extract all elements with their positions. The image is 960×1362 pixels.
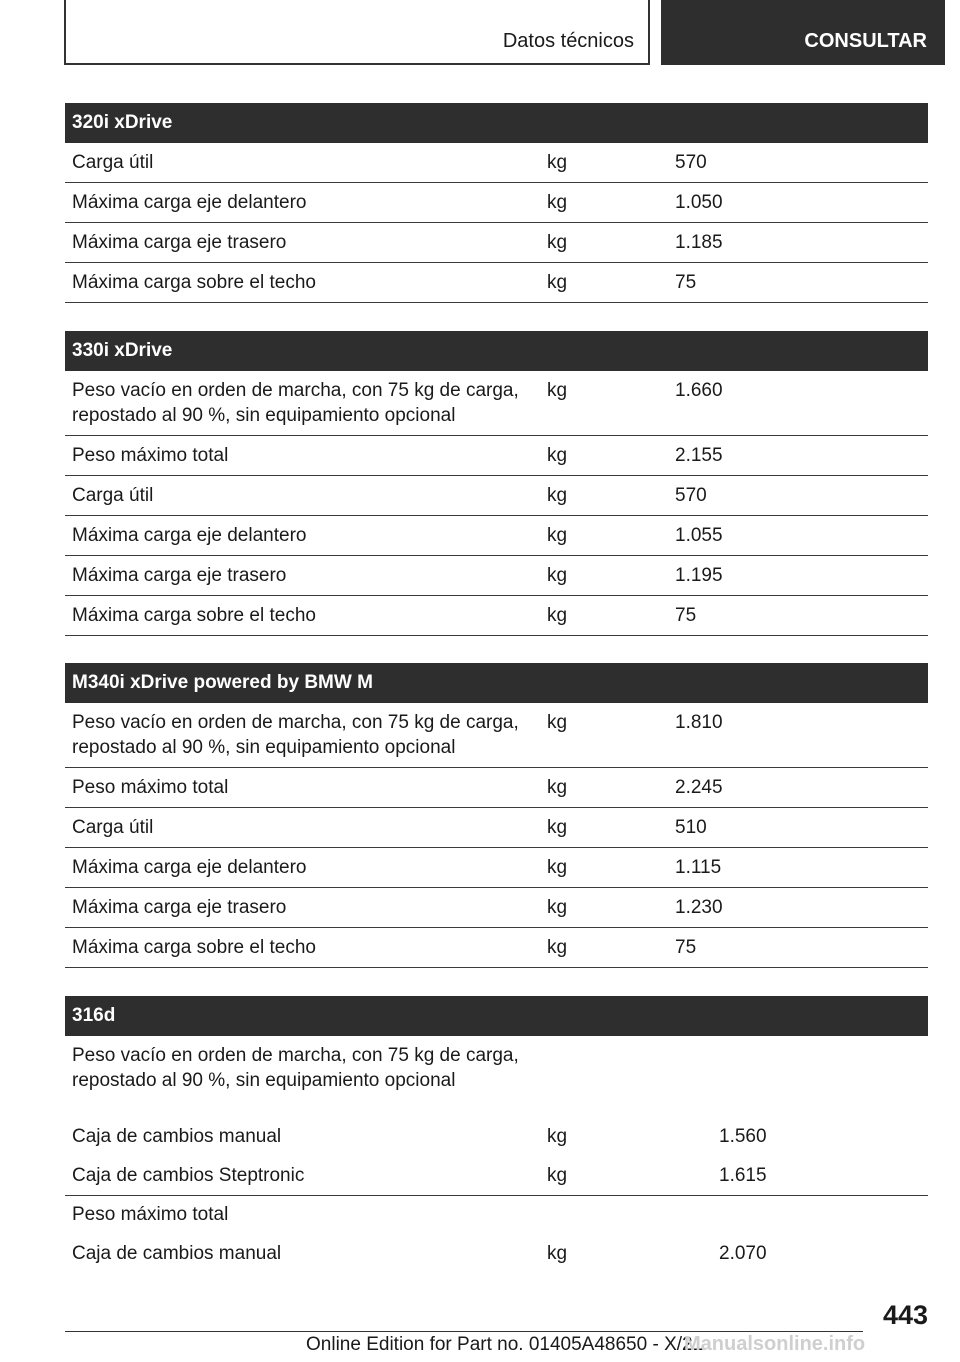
row-unit: kg	[547, 777, 568, 798]
row-value: 1.810	[675, 712, 723, 733]
row-unit: kg	[547, 857, 568, 878]
row-value: 2.070	[719, 1243, 767, 1264]
table-title: M340i xDrive powered by BMW M	[65, 663, 928, 703]
footer-divider	[65, 1331, 863, 1332]
row-label: Caja de cambios manual	[72, 1243, 282, 1264]
row-label-line: Peso vacío en orden de marcha, con 75 kg de carga,	[72, 1045, 519, 1066]
row-label: Máxima carga eje delantero	[72, 857, 307, 878]
row-unit: kg	[547, 272, 568, 293]
row-label: Máxima carga eje trasero	[72, 232, 287, 253]
row-label: Máxima carga sobre el techo	[72, 605, 316, 626]
row-unit: kg	[547, 192, 568, 213]
consultar-tab-label: CONSULTAR	[804, 30, 927, 52]
row-value: 1.050	[675, 192, 723, 213]
table-row	[65, 263, 928, 303]
row-value: 1.660	[675, 380, 723, 401]
row-label: Peso máximo total	[72, 445, 229, 466]
row-value: 1.230	[675, 897, 723, 918]
consultar-tab[interactable]	[661, 0, 945, 65]
row-label: Máxima carga sobre el techo	[72, 272, 316, 293]
row-value: 75	[675, 937, 697, 958]
table-row	[65, 888, 928, 928]
row-value: 75	[675, 605, 697, 626]
table-316d	[65, 996, 928, 1274]
row-label-line: repostado al 90 %, sin equipamiento opcional	[72, 1070, 456, 1091]
row-unit: kg	[547, 897, 568, 918]
row-unit: kg	[547, 232, 568, 253]
table-m340i-xdrive	[65, 663, 928, 968]
row-label: Peso máximo total	[72, 777, 229, 798]
row-unit: kg	[547, 525, 568, 546]
footer-edition: Online Edition for Part no. 01405A48650 - X/21	[306, 1334, 704, 1355]
table-row	[65, 703, 928, 768]
row-value: 1.560	[719, 1126, 767, 1147]
row-label: Carga útil	[72, 485, 154, 506]
table-row	[65, 371, 928, 436]
row-value: 2.245	[675, 777, 723, 798]
row-value: 1.115	[675, 857, 722, 878]
row-label: Máxima carga eje trasero	[72, 565, 287, 586]
row-unit: kg	[547, 380, 568, 401]
section-title: Datos técnicos	[502, 30, 634, 52]
row-unit: kg	[547, 445, 568, 466]
row-value: 1.055	[675, 525, 723, 546]
row-value: 1.195	[675, 565, 723, 586]
row-unit: kg	[547, 1243, 568, 1264]
row-value: 1.615	[719, 1165, 767, 1186]
table-row	[65, 768, 928, 808]
table-320i-xdrive	[65, 103, 928, 303]
table-330i-xdrive	[65, 331, 928, 636]
row-label: Carga útil	[72, 152, 154, 173]
row-value: 570	[675, 152, 707, 173]
row-value: 570	[675, 485, 707, 506]
table-row	[65, 143, 928, 183]
row-unit: kg	[547, 565, 568, 586]
row-label	[65, 710, 547, 767]
row-label	[65, 378, 547, 435]
table-title: 320i xDrive	[65, 103, 928, 143]
table-row	[65, 223, 928, 263]
table-title: 316d	[65, 996, 928, 1036]
row-unit: kg	[547, 1126, 568, 1147]
table-row	[65, 596, 928, 636]
row-value: 510	[675, 817, 707, 838]
row-label: Caja de cambios Steptronic	[72, 1165, 305, 1186]
watermark-logo: Manualsonline.info	[684, 1333, 866, 1355]
table-title: 330i xDrive	[65, 331, 928, 371]
table-row	[65, 183, 928, 223]
table-row	[65, 1036, 928, 1118]
row-unit: kg	[547, 817, 568, 838]
table-row	[65, 1235, 928, 1274]
table-row	[65, 808, 928, 848]
table-row	[65, 1196, 928, 1235]
row-unit: kg	[547, 152, 568, 173]
row-value: 2.155	[675, 445, 723, 466]
row-label: Máxima carga sobre el techo	[72, 937, 316, 958]
row-label: Peso máximo total	[72, 1204, 229, 1225]
row-label: Carga útil	[72, 817, 154, 838]
row-label: Máxima carga eje trasero	[72, 897, 287, 918]
table-row	[65, 1157, 928, 1196]
table-row	[65, 516, 928, 556]
row-label-line: repostado al 90 %, sin equipamiento opcional	[72, 405, 456, 426]
table-row	[65, 848, 928, 888]
row-label	[65, 1043, 547, 1118]
row-label-line: Peso vacío en orden de marcha, con 75 kg de carga,	[72, 712, 519, 733]
table-row	[65, 556, 928, 596]
table-row	[65, 476, 928, 516]
row-label: Máxima carga eje delantero	[72, 525, 307, 546]
row-label-line: repostado al 90 %, sin equipamiento opcional	[72, 737, 456, 758]
row-unit: kg	[547, 937, 568, 958]
row-unit: kg	[547, 1165, 568, 1186]
row-unit: kg	[547, 485, 568, 506]
header-section-box	[64, 0, 650, 65]
row-label: Máxima carga eje delantero	[72, 192, 307, 213]
row-label-line: Peso vacío en orden de marcha, con 75 kg de carga,	[72, 380, 519, 401]
row-unit: kg	[547, 712, 568, 733]
row-value: 1.185	[675, 232, 723, 253]
table-row	[65, 1118, 928, 1157]
table-row	[65, 436, 928, 476]
row-unit: kg	[547, 605, 568, 626]
page-number: 443	[882, 1300, 928, 1330]
row-label: Caja de cambios manual	[72, 1126, 282, 1147]
row-value: 75	[675, 272, 697, 293]
table-row	[65, 928, 928, 968]
